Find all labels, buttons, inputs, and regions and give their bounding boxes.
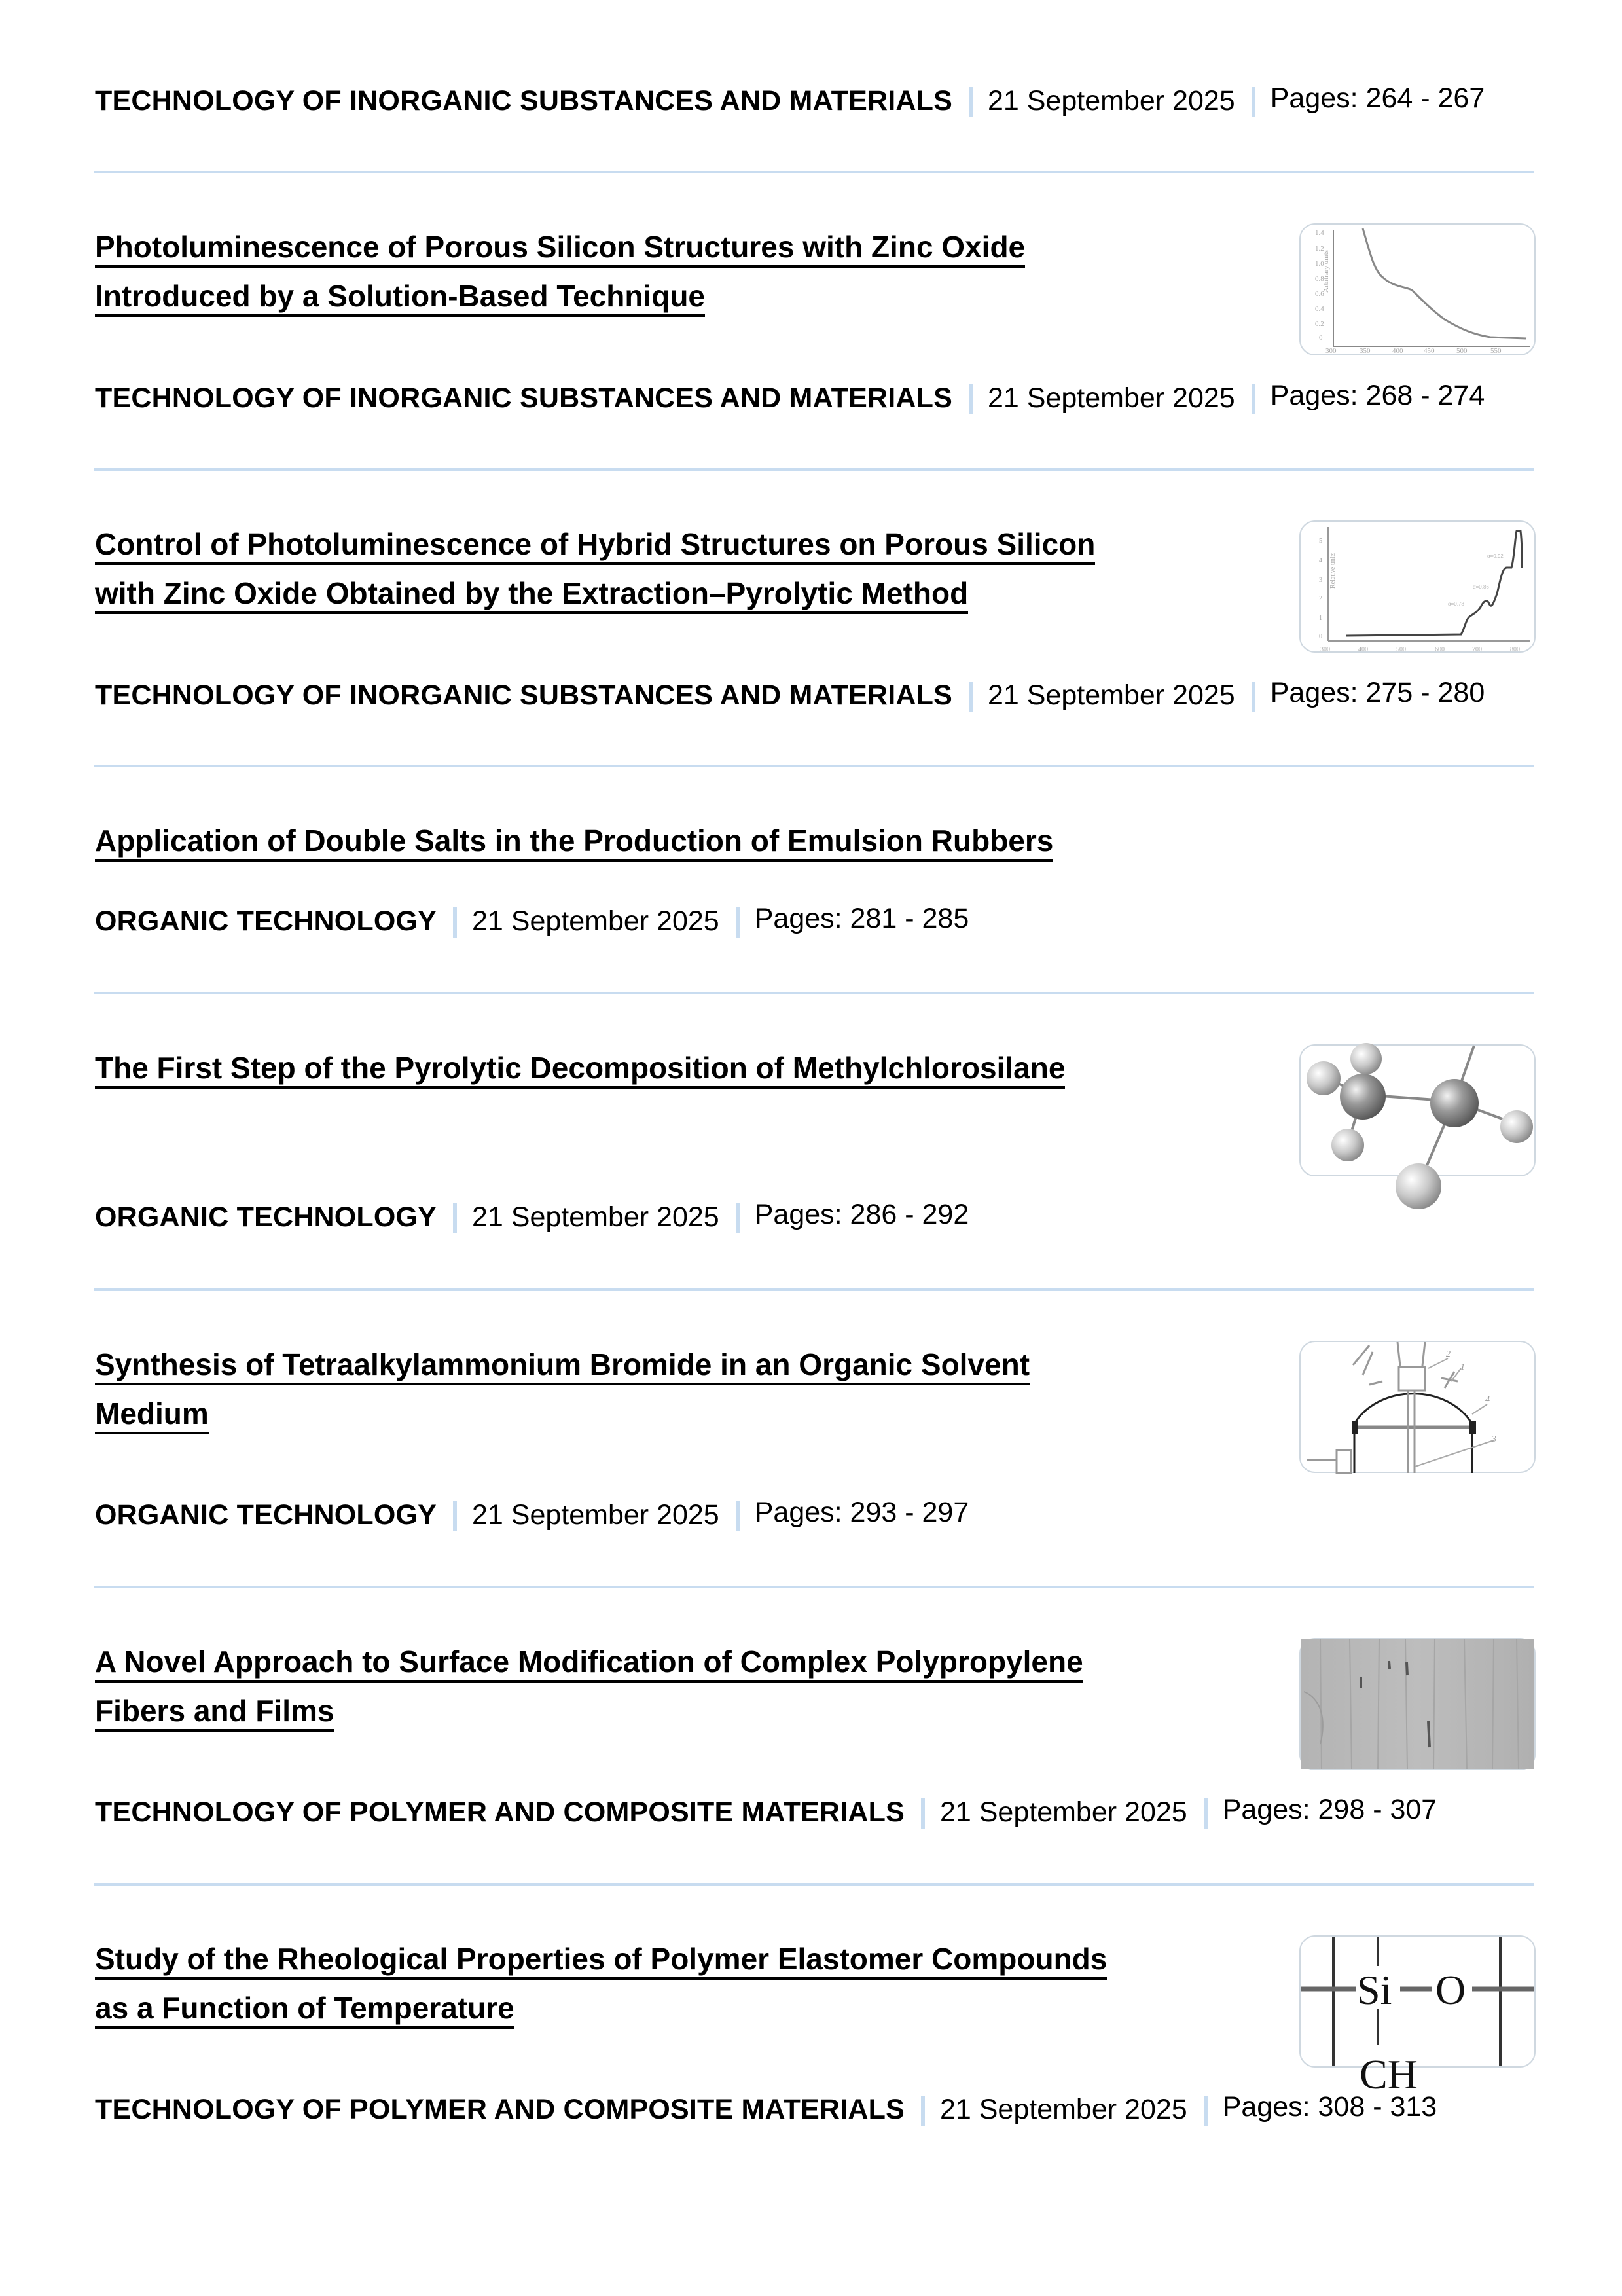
- micrograph-image: [1301, 1639, 1534, 1769]
- entry-separator: [94, 992, 1534, 994]
- article-meta-row: [95, 676, 1485, 715]
- meta-divider: [453, 1501, 457, 1531]
- svg-text:1.2: 1.2: [1315, 245, 1324, 253]
- article-meta-row: [95, 1495, 969, 1535]
- entry-separator: [94, 171, 1534, 173]
- article-category[interactable]: TECHNOLOGY OF INORGANIC SUBSTANCES AND MATERIALS: [95, 85, 952, 117]
- article-date: 21 September 2025: [472, 1201, 719, 1233]
- title-line[interactable]: Study of the Rheological Properties of Polymer Elastomer Compounds: [95, 1942, 1107, 1980]
- article-pages: Pages: 298 - 307: [1222, 1794, 1437, 1825]
- title-line[interactable]: Application of Double Salts in the Production of Emulsion Rubbers: [95, 824, 1053, 862]
- title-line[interactable]: with Zinc Oxide Obtained by the Extraction–Pyrolytic Method: [95, 576, 968, 614]
- article-category[interactable]: ORGANIC TECHNOLOGY: [95, 905, 437, 937]
- svg-text:0: 0: [1319, 334, 1323, 342]
- svg-text:350: 350: [1360, 347, 1371, 355]
- svg-text:600: 600: [1435, 646, 1445, 653]
- svg-text:5: 5: [1319, 538, 1322, 545]
- article-date: 21 September 2025: [987, 85, 1235, 117]
- article-meta-row: [95, 378, 1485, 418]
- svg-text:0.8: 0.8: [1315, 275, 1324, 283]
- fiber-micrograph-thumbnail[interactable]: [1299, 1638, 1536, 1770]
- svg-text:500: 500: [1456, 347, 1468, 355]
- title-line[interactable]: A Novel Approach to Surface Modification of Complex Polypropylene: [95, 1645, 1083, 1683]
- article-pages: Pages: 275 - 280: [1270, 677, 1485, 708]
- title-line[interactable]: Introduced by a Solution-Based Technique: [95, 279, 705, 317]
- meta-divider: [736, 1203, 740, 1233]
- absorption-spectrum-plot-thumbnail[interactable]: [1299, 223, 1536, 355]
- title-line[interactable]: The First Step of the Pyrolytic Decomposition of Methylchlorosilane: [95, 1051, 1065, 1089]
- svg-text:2: 2: [1446, 1349, 1451, 1359]
- article-date: 21 September 2025: [939, 1796, 1187, 1828]
- svg-text:4: 4: [1485, 1395, 1490, 1405]
- molecule-model-thumbnail[interactable]: [1299, 1044, 1536, 1176]
- svg-text:1: 1: [1319, 615, 1322, 622]
- chemical-formula-image: [1301, 1937, 1534, 2098]
- article-pages: Pages: 281 - 285: [754, 903, 969, 934]
- entry-separator: [94, 765, 1534, 767]
- title-line[interactable]: as a Function of Temperature: [95, 1991, 514, 2029]
- svg-text:550: 550: [1490, 347, 1502, 355]
- meta-divider: [921, 1798, 925, 1829]
- meta-divider: [1252, 87, 1255, 117]
- svg-text:1: 1: [1460, 1362, 1465, 1372]
- reactor-diagram-image: [1301, 1342, 1534, 1472]
- svg-text:700: 700: [1472, 646, 1482, 653]
- svg-text:α=0.86: α=0.86: [1473, 584, 1489, 590]
- line-plot-image: [1301, 522, 1534, 651]
- article-title-link[interactable]: [95, 1340, 1221, 1438]
- meta-divider: [453, 907, 457, 938]
- svg-text:3: 3: [1492, 1434, 1496, 1444]
- meta-divider: [969, 384, 973, 414]
- meta-divider: [736, 907, 740, 938]
- article-pages: Pages: 264 - 267: [1270, 82, 1485, 114]
- svg-text:400: 400: [1358, 646, 1368, 653]
- meta-divider: [1252, 682, 1255, 712]
- svg-text:Relative units: Relative units: [1329, 552, 1337, 589]
- svg-text:α=0.92: α=0.92: [1487, 553, 1504, 559]
- svg-text:1.4: 1.4: [1315, 229, 1324, 237]
- meta-divider: [453, 1203, 457, 1233]
- entry-separator: [94, 1586, 1534, 1588]
- title-line[interactable]: Synthesis of Tetraalkylammonium Bromide in an Organic Solvent: [95, 1347, 1030, 1385]
- title-line[interactable]: Fibers and Films: [95, 1694, 334, 1732]
- article-meta-row: [95, 1793, 1437, 1832]
- article-category[interactable]: TECHNOLOGY OF POLYMER AND COMPOSITE MATERIALS: [95, 2094, 905, 2125]
- article-pages: Pages: 293 - 297: [754, 1497, 969, 1528]
- article-date: 21 September 2025: [987, 680, 1235, 711]
- svg-text:800: 800: [1510, 646, 1520, 653]
- meta-divider: [736, 1501, 740, 1531]
- meta-divider: [1204, 1798, 1208, 1829]
- article-title-link[interactable]: [95, 223, 1221, 321]
- article-meta-row: [95, 81, 1485, 120]
- article-title-link[interactable]: [95, 520, 1221, 618]
- svg-text:0.6: 0.6: [1315, 290, 1324, 298]
- article-meta-row: [95, 2090, 1437, 2129]
- entry-separator: [94, 468, 1534, 471]
- svg-text:0.2: 0.2: [1315, 320, 1324, 328]
- formula-ch: CH: [1360, 2051, 1418, 2098]
- meta-divider: [1204, 2096, 1208, 2126]
- formula-si: Si: [1357, 1967, 1392, 2013]
- article-category[interactable]: TECHNOLOGY OF INORGANIC SUBSTANCES AND MATERIALS: [95, 680, 952, 711]
- article-date: 21 September 2025: [472, 905, 719, 937]
- svg-text:0: 0: [1319, 633, 1322, 640]
- svg-text:400: 400: [1392, 347, 1403, 355]
- meta-divider: [969, 87, 973, 117]
- svg-text:300: 300: [1320, 646, 1330, 653]
- svg-text:0.4: 0.4: [1315, 305, 1324, 313]
- svg-text:500: 500: [1396, 646, 1406, 653]
- meta-divider: [969, 682, 973, 712]
- title-line[interactable]: Medium: [95, 1396, 209, 1434]
- svg-text:2: 2: [1319, 595, 1322, 602]
- article-category[interactable]: ORGANIC TECHNOLOGY: [95, 1499, 437, 1531]
- article-date: 21 September 2025: [939, 2094, 1187, 2125]
- siloxane-formula-thumbnail[interactable]: [1299, 1935, 1536, 2098]
- meta-divider: [1252, 384, 1255, 414]
- svg-text:Arbitrary units: Arbitrary units: [1322, 249, 1330, 293]
- article-category[interactable]: ORGANIC TECHNOLOGY: [95, 1201, 437, 1233]
- entry-separator: [94, 1883, 1534, 1886]
- title-line[interactable]: Control of Photoluminescence of Hybrid Structures on Porous Silicon: [95, 527, 1095, 565]
- svg-text:1.0: 1.0: [1315, 260, 1324, 268]
- meta-divider: [921, 2096, 925, 2126]
- svg-text:300: 300: [1325, 347, 1337, 355]
- article-category[interactable]: TECHNOLOGY OF INORGANIC SUBSTANCES AND MATERIALS: [95, 382, 952, 414]
- title-line[interactable]: Photoluminescence of Porous Silicon Structures with Zinc Oxide: [95, 230, 1025, 268]
- molecule-image: [1301, 1046, 1534, 1175]
- article-title-link[interactable]: [95, 1935, 1221, 2033]
- article-title-link[interactable]: [95, 1637, 1221, 1736]
- line-plot-image: [1301, 225, 1534, 354]
- entry-separator: [94, 1288, 1534, 1291]
- article-pages: Pages: 286 - 292: [754, 1199, 969, 1230]
- article-date: 21 September 2025: [987, 382, 1235, 414]
- formula-o: O: [1435, 1967, 1466, 2013]
- article-meta-row: [95, 1197, 969, 1237]
- article-pages: Pages: 308 - 313: [1222, 2091, 1437, 2123]
- article-title-link[interactable]: [95, 1044, 1221, 1093]
- reactor-diagram-thumbnail[interactable]: [1299, 1341, 1536, 1473]
- svg-text:4: 4: [1319, 557, 1322, 564]
- article-date: 21 September 2025: [472, 1499, 719, 1531]
- svg-text:3: 3: [1319, 577, 1322, 584]
- svg-text:450: 450: [1424, 347, 1435, 355]
- relative-units-spectrum-plot-thumbnail[interactable]: [1299, 520, 1536, 653]
- article-title-link[interactable]: [95, 816, 1221, 866]
- article-pages: Pages: 268 - 274: [1270, 380, 1485, 411]
- svg-text:α=0.78: α=0.78: [1448, 601, 1464, 607]
- article-category[interactable]: TECHNOLOGY OF POLYMER AND COMPOSITE MATERIALS: [95, 1796, 905, 1828]
- article-meta-row: [95, 902, 969, 941]
